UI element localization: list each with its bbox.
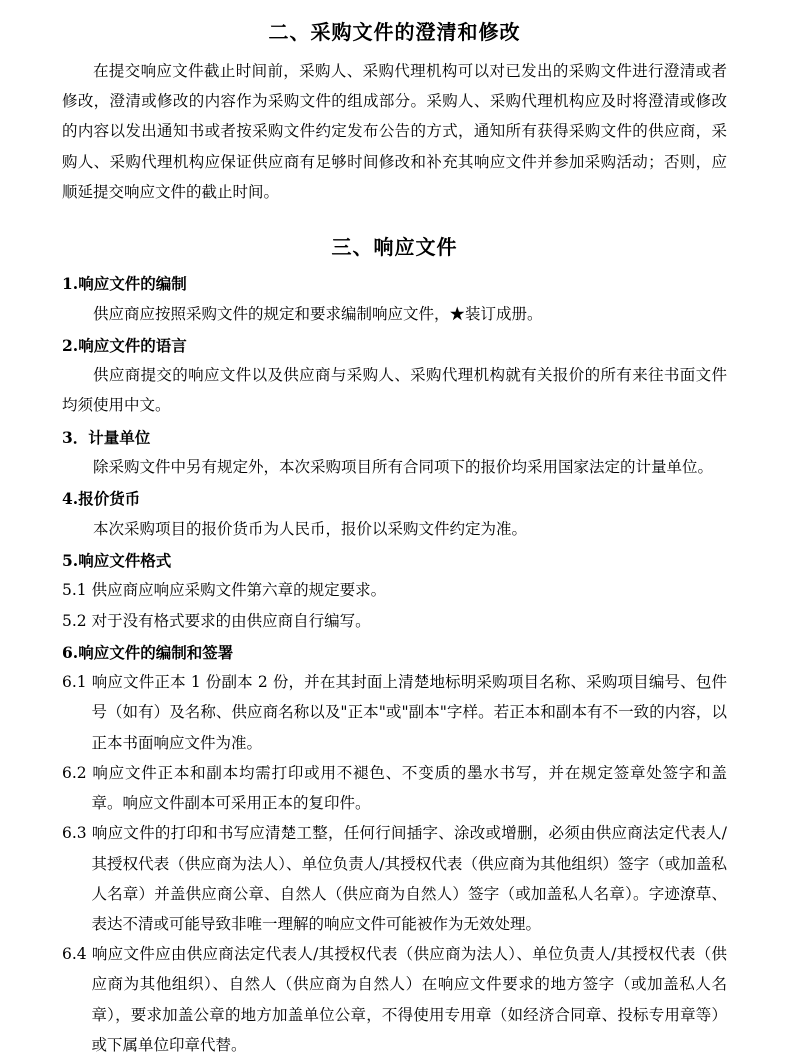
item-number-4: 4. [62,489,79,509]
item-title-6: 响应文件的编制和签署 [78,642,234,662]
item-sub-5-1: 5.1 供应商应响应采购文件第六章的规定要求。 [62,581,387,600]
page-title-section-3: 三、响应文件 [331,235,458,260]
item-heading-3 [62,423,727,452]
item-block-6 [62,638,727,1060]
item-title-4: 报价货币 [78,489,141,509]
item-title-1: 响应文件的编制 [78,274,187,294]
item-heading-1 [62,269,727,298]
item-block-3 [62,423,727,483]
item-number-3: 3． [62,427,89,447]
item-block-4 [62,484,727,544]
page-title-section-2: 二、采购文件的澄清和修改 [268,20,521,44]
item-title-5: 响应文件格式 [78,550,172,570]
item-sub-6-2: 6.2 响应文件正本和副本均需打印或用不褪色、不变质的墨水书写，并在规定签章处签字和盖章。响应文件副本可采用正本的复印件。 [62,763,727,813]
item-heading-5 [62,546,727,575]
item-body-4: 本次采购项目的报价货币为人民币，报价以采购文件约定为准。 [93,519,528,538]
item-heading-4 [62,484,727,513]
item-number-5: 5. [62,550,79,570]
item-heading-6 [62,638,727,667]
item-title-3: 计量单位 [88,427,151,447]
item-sub-6-1: 6.1 响应文件正本 1 份副本 2 份，并在其封面上清楚地标明采购项目名称、采购项目编号、包件号（如有）及名称、供应商名称以及"正本"或"副本"字样。若正本和副本有不一致的内容，以正本书面响应文件为准。 [62,673,727,752]
item-sub-5-2: 5.2 对于没有格式要求的由供应商自行编写。 [62,611,371,630]
item-block-2 [62,331,727,421]
paragraph-clarification: 在提交响应文件截止时间前，采购人、采购代理机构可以对已发出的采购文件进行澄清或者修改，澄清或修改的内容作为采购文件的组成部分。采购人、采购代理机构应及时将澄清或修改的内容以发出通知书或者按采购文件约定发布公告的方式，通知所有获得采购文件的供应商，采购人、采购代理机构应保证供应商有足够时间修改和补充其响应文件并参加采购活动；否则，应顺延提交响应文件的截止时间。 [62,62,727,201]
item-sub-6-3: 6.3 响应文件的打印和书写应清楚工整，任何行间插字、涂改或增删，必须由供应商法定代表人/其授权代表（供应商为法人）、单位负责人/其授权代表（供应商为其他组织）签字（或加盖私人名章）并盖供应商公章、自然人（供应商为自然人）签字（或加盖私人名章）。字迹潦草、表达不清或可能导致非唯一理解的响应文件可能被作为无效处理。 [62,824,727,933]
item-body-1: 供应商应按照采购文件的规定和要求编制响应文件，★装订成册。 [93,304,543,323]
item-heading-2 [62,331,727,360]
item-number-2: 2. [62,335,79,355]
item-block-1 [62,269,727,329]
item-body-2: 供应商提交的响应文件以及供应商与采购人、采购代理机构就有关报价的所有来往书面文件均须使用中文。 [62,366,727,415]
item-block-5 [62,546,727,636]
item-number-6: 6. [62,642,79,662]
item-body-3: 除采购文件中另有规定外，本次采购项目所有合同项下的报价均采用国家法定的计量单位。 [93,458,714,477]
item-number-1: 1. [62,274,79,294]
item-sub-6-4: 6.4 响应文件应由供应商法定代表人/其授权代表（供应商为法人）、单位负责人/其授权代表（供应商为其他组织）、自然人（供应商为自然人）在响应文件要求的地方签字（或加盖私人名章），要求加盖公章的地方加盖单位公章，不得使用专用章（如经济合同章、投标专用章等）或下属单位印章代替。 [62,945,727,1054]
item-title-2: 响应文件的语言 [78,335,187,355]
